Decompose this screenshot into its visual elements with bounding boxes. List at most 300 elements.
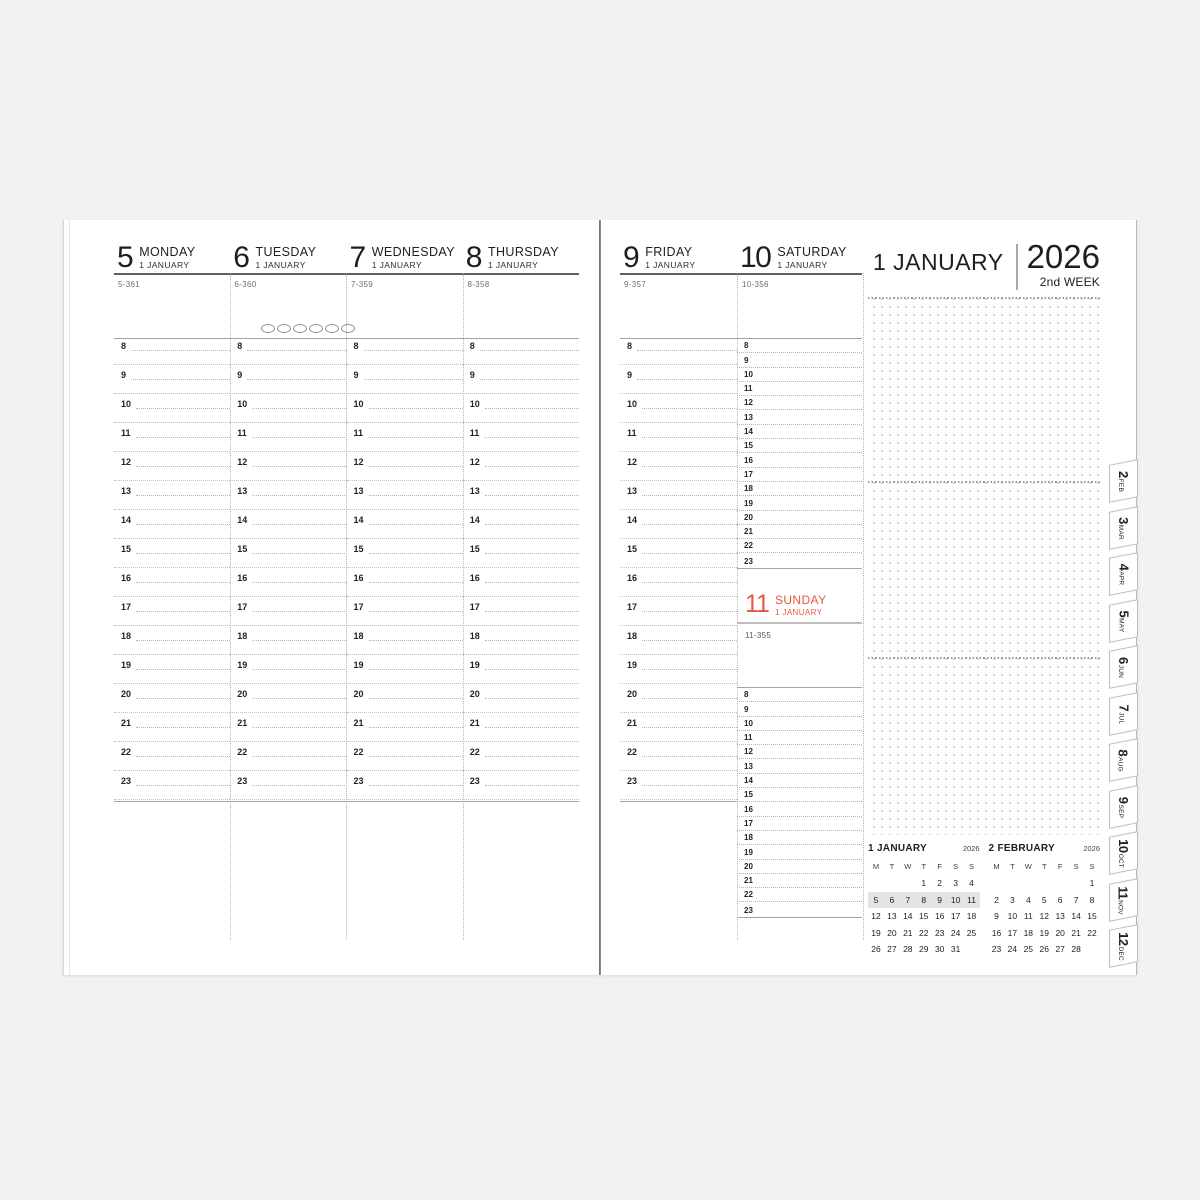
hour-slot[interactable] [114, 426, 230, 455]
hour-slot[interactable] [620, 339, 737, 368]
month-tab-number: 6 [1115, 656, 1131, 664]
hour-label: 16 [353, 573, 364, 583]
hour-label: 17 [744, 469, 753, 479]
month-tab-nov[interactable] [1109, 878, 1138, 922]
hour-label: 15 [469, 544, 480, 554]
hour-slot[interactable] [230, 571, 346, 600]
hour-slot[interactable] [114, 600, 230, 629]
hour-slot[interactable] [620, 397, 737, 426]
mini-calendar-day[interactable]: 15 [919, 911, 929, 921]
mini-calendar [868, 843, 980, 958]
hour-label: 21 [744, 876, 753, 886]
hour-slot[interactable] [620, 455, 737, 484]
hour-slot[interactable] [620, 368, 737, 397]
hour-slot[interactable] [230, 368, 346, 397]
hour-slot[interactable] [230, 426, 346, 455]
mini-calendar-day[interactable]: 11 [1023, 911, 1033, 921]
half-hour-rule [463, 654, 579, 655]
hour-line [230, 455, 346, 467]
month-tab-feb[interactable] [1109, 459, 1138, 503]
hour-slot[interactable] [620, 658, 737, 687]
hour-label: 9 [469, 370, 475, 380]
half-hour-rule [230, 480, 346, 481]
day-date-label: 1 JANUARY [487, 260, 539, 270]
weekday-label: W [1024, 862, 1032, 871]
mini-calendar-day[interactable]: 6 [889, 894, 895, 905]
hour-slot[interactable] [114, 774, 230, 803]
hour-slot[interactable] [347, 600, 463, 629]
hour-line [230, 629, 346, 641]
mini-calendar-day[interactable]: 1 [1089, 878, 1095, 888]
hour-label: 10 [744, 369, 753, 379]
hour-slot[interactable] [114, 513, 230, 542]
mini-calendar-day[interactable]: 17 [950, 911, 961, 921]
hour-slot[interactable] [463, 455, 579, 484]
day-date-label: 1 JANUARY [777, 260, 828, 270]
hour-slot[interactable] [620, 687, 737, 716]
hour-dotted-rule [642, 669, 737, 670]
hour-line [114, 339, 230, 351]
mini-calendar-day[interactable]: 15 [1087, 911, 1097, 921]
month-tab-mar[interactable] [1109, 506, 1138, 550]
hour-line [230, 397, 346, 409]
day-date-label: 1 JANUARY [645, 260, 696, 270]
hour-dotted-rule [642, 553, 737, 554]
half-hour-rule [347, 451, 463, 452]
mini-calendar-day[interactable]: 14 [1071, 911, 1081, 921]
hour-slot[interactable] [463, 542, 579, 571]
hour-label: 11 [353, 428, 364, 438]
hour-dotted-rule [364, 350, 463, 351]
hour-slot[interactable] [230, 455, 346, 484]
hour-label: 16 [744, 804, 753, 814]
hour-dotted-rule [136, 408, 230, 409]
hour-slot[interactable] [737, 482, 862, 496]
hour-slot[interactable] [737, 788, 862, 802]
mini-calendar-day[interactable]: 2 [937, 878, 943, 888]
hour-dotted-rule [136, 785, 230, 786]
hour-slot[interactable] [230, 542, 346, 571]
hour-slot[interactable] [620, 426, 737, 455]
month-tab-label [1116, 796, 1131, 817]
hour-slot[interactable] [230, 513, 346, 542]
hour-slot[interactable] [347, 658, 463, 687]
mini-calendar-day[interactable]: 25 [1023, 944, 1034, 954]
hour-line [230, 745, 346, 757]
hour-slot[interactable] [620, 484, 737, 513]
hour-slot[interactable] [463, 658, 579, 687]
weekday-label: M [993, 862, 1000, 871]
hour-label: 20 [469, 689, 480, 699]
hour-dotted-rule [642, 698, 737, 699]
mini-calendar-day[interactable]: 12 [1039, 911, 1049, 921]
mini-calendar-day [989, 875, 1005, 892]
mini-calendar-day[interactable]: 3 [1010, 894, 1015, 905]
mini-calendar-day[interactable]: 29 [919, 944, 929, 954]
hour-line [114, 658, 230, 670]
hour-slot[interactable] [737, 817, 862, 831]
mini-calendar-day[interactable]: 14 [903, 911, 913, 921]
half-hour-rule [620, 422, 737, 423]
weekday-label: S [1089, 862, 1095, 871]
hour-slot[interactable] [347, 716, 463, 745]
mini-calendar-day[interactable]: 4 [1025, 894, 1031, 905]
mini-calendar-day[interactable]: 27 [887, 944, 897, 954]
mini-calendar-day[interactable]: 27 [1055, 944, 1065, 954]
hour-label: 9 [353, 370, 359, 380]
hour-slot[interactable] [620, 542, 737, 571]
mini-calendar-day[interactable]: 11 [967, 894, 976, 905]
hour-line [114, 716, 230, 728]
hour-dotted-rule [485, 524, 579, 525]
hour-slot[interactable] [737, 539, 862, 553]
hour-slot[interactable] [347, 542, 463, 571]
hour-slot[interactable] [463, 368, 579, 397]
hour-slot[interactable] [737, 453, 862, 467]
mini-calendar-day[interactable]: 19 [1039, 927, 1049, 938]
day-name-label: MONDAY [139, 245, 196, 259]
month-tab-number: 9 [1116, 795, 1131, 803]
month-tab-dec[interactable] [1109, 924, 1138, 968]
half-hour-rule [114, 799, 230, 800]
hour-label: 16 [121, 573, 132, 583]
hour-slot[interactable] [737, 425, 862, 439]
mini-calendar-day[interactable]: 26 [871, 944, 881, 954]
hour-line [620, 687, 737, 699]
notes-section-divider [868, 297, 1100, 299]
hour-slot[interactable] [230, 397, 346, 426]
hour-slot[interactable] [463, 600, 579, 629]
mini-calendar-day[interactable]: 23 [991, 944, 1002, 954]
mini-calendar-day[interactable]: 10 [1007, 911, 1018, 921]
half-hour-rule [230, 654, 346, 655]
mini-calendar-day[interactable]: 9 [937, 894, 943, 905]
hour-slot[interactable] [737, 759, 862, 773]
mini-calendar-day[interactable]: 16 [991, 927, 1002, 938]
month-tab-jul[interactable] [1109, 692, 1138, 736]
mini-calendar-day[interactable]: 20 [1055, 927, 1065, 938]
mini-calendar-day[interactable]: 28 [1071, 944, 1081, 954]
hour-slot[interactable] [230, 687, 346, 716]
hour-slot[interactable] [620, 629, 737, 658]
day-date-label: 1 JANUARY [139, 260, 190, 270]
weekday-label: S [969, 862, 975, 871]
hour-slot[interactable] [114, 484, 230, 513]
hour-slot[interactable] [230, 745, 346, 774]
hour-label: 8 [121, 341, 127, 351]
mini-calendar-day[interactable]: 21 [1071, 927, 1081, 938]
hour-slot[interactable] [463, 774, 579, 803]
mini-calendar-year: 2026 [962, 844, 980, 853]
mini-calendar-day[interactable]: 17 [1007, 927, 1018, 938]
month-tab-number: 3 [1116, 516, 1131, 523]
hour-slot[interactable] [737, 353, 862, 367]
hour-dotted-rule [252, 698, 346, 699]
mini-calendar-day[interactable]: 18 [1023, 927, 1034, 938]
hour-slot[interactable] [737, 860, 862, 874]
mini-calendar-day[interactable]: 7 [905, 894, 911, 905]
hour-slot[interactable] [347, 774, 463, 803]
mini-calendar-day[interactable]: 16 [934, 911, 945, 921]
hour-label: 19 [744, 847, 753, 857]
sunday-date-number: 11 [745, 590, 769, 618]
hour-slot[interactable] [737, 511, 862, 525]
mini-calendar-day[interactable]: 8 [921, 894, 927, 905]
hour-slot[interactable] [737, 382, 862, 396]
hour-slot[interactable] [737, 702, 862, 716]
hour-label: 23 [121, 776, 132, 786]
month-tab-label [1116, 704, 1131, 724]
hour-slot[interactable] [737, 339, 862, 353]
hour-label: 22 [744, 890, 753, 900]
hour-label: 19 [627, 660, 638, 670]
hour-line [347, 513, 463, 525]
mini-calendar-day[interactable]: 24 [1007, 944, 1018, 954]
mini-calendar-day[interactable]: 13 [887, 911, 897, 921]
hour-slot[interactable] [230, 600, 346, 629]
hour-dotted-rule [485, 727, 579, 728]
half-hour-rule [347, 596, 463, 597]
hour-slot[interactable] [347, 426, 463, 455]
right-day-headers [620, 241, 862, 275]
hour-line [620, 484, 737, 496]
mini-calendar-day[interactable]: 31 [950, 944, 961, 954]
hour-slot[interactable] [620, 513, 737, 542]
mini-calendar-day[interactable]: 4 [969, 878, 974, 888]
mini-calendar-day[interactable]: 12 [871, 911, 881, 921]
hour-slot[interactable] [737, 439, 862, 453]
hour-slot[interactable] [114, 745, 230, 774]
hour-slot[interactable] [114, 339, 230, 368]
month-tab-apr[interactable] [1109, 552, 1138, 596]
half-hour-rule [230, 451, 346, 452]
hour-label: 19 [744, 498, 753, 508]
day-name-label: THURSDAY [487, 245, 559, 259]
month-tab-label [1116, 610, 1131, 632]
mini-calendar-day[interactable]: 19 [871, 927, 881, 938]
week-header-divider [1016, 244, 1018, 290]
mini-calendar-day[interactable]: 25 [966, 927, 977, 938]
hour-dotted-rule [369, 582, 463, 583]
half-hour-rule [230, 770, 346, 771]
hour-slot[interactable] [737, 396, 862, 410]
hour-line [620, 629, 737, 641]
mini-calendar-day [1084, 941, 1100, 958]
hour-slot[interactable] [230, 774, 346, 803]
mini-calendar-day[interactable]: 5 [1041, 894, 1047, 905]
half-hour-rule [347, 741, 463, 742]
hour-slot[interactable] [347, 339, 463, 368]
mini-calendar-week-row [989, 908, 1101, 925]
hour-slot[interactable] [230, 716, 346, 745]
hour-slot[interactable] [114, 571, 230, 600]
left-day-headers [114, 241, 579, 275]
day-header [463, 241, 579, 274]
hour-label: 18 [237, 631, 248, 641]
hour-slot[interactable] [737, 496, 862, 510]
month-tab-may[interactable] [1109, 599, 1138, 643]
mini-calendar-day[interactable]: 30 [934, 944, 945, 954]
mini-calendar-day[interactable]: 24 [950, 927, 961, 938]
mini-calendar-day[interactable]: 18 [966, 911, 977, 921]
hour-line [463, 716, 579, 728]
hour-dotted-rule [480, 379, 579, 380]
hour-label: 12 [353, 457, 364, 467]
hour-dotted-rule [252, 785, 346, 786]
hour-slot[interactable] [463, 426, 579, 455]
mini-calendar-day[interactable]: 6 [1057, 894, 1063, 905]
hour-slot[interactable] [347, 397, 463, 426]
month-tab-label [1116, 839, 1131, 868]
mini-calendar-week-row [989, 941, 1101, 958]
month-tab-jun[interactable] [1109, 645, 1138, 689]
hour-line [347, 542, 463, 554]
hour-slot[interactable] [737, 831, 862, 845]
hour-slot[interactable] [737, 774, 862, 788]
hour-label: 10 [627, 399, 638, 409]
hour-slot[interactable] [463, 745, 579, 774]
hour-slot[interactable] [114, 687, 230, 716]
hour-slot[interactable] [737, 553, 862, 567]
month-tab-aug[interactable] [1109, 738, 1138, 782]
dot-grid-notes[interactable] [868, 297, 1100, 835]
hour-slot[interactable] [463, 716, 579, 745]
hour-slot[interactable] [620, 774, 737, 803]
mini-calendar-day[interactable]: 22 [919, 927, 929, 938]
hour-slot[interactable] [114, 716, 230, 745]
mini-calendar-day[interactable]: 20 [887, 927, 897, 938]
hour-slot[interactable] [347, 687, 463, 716]
hour-slot[interactable] [737, 468, 862, 482]
hour-slot[interactable] [463, 629, 579, 658]
hour-slot[interactable] [347, 571, 463, 600]
hour-slot[interactable] [737, 368, 862, 382]
hour-dotted-rule [642, 495, 737, 496]
month-tab-oct[interactable] [1109, 831, 1138, 875]
hour-slot[interactable] [114, 629, 230, 658]
hour-slot[interactable] [737, 525, 862, 539]
hour-slot[interactable] [114, 397, 230, 426]
hour-label: 11 [744, 733, 753, 743]
mini-calendar-day[interactable]: 10 [950, 894, 961, 905]
month-tab-label [1116, 885, 1131, 913]
mini-calendar-day[interactable]: 13 [1055, 911, 1065, 921]
hour-slot[interactable] [114, 542, 230, 571]
hour-label: 8 [744, 690, 749, 700]
hour-slot[interactable] [737, 717, 862, 731]
hour-label: 14 [469, 515, 480, 525]
mini-calendar-day[interactable]: 9 [994, 911, 999, 921]
hour-slot[interactable] [230, 658, 346, 687]
hour-slot[interactable] [620, 571, 737, 600]
mini-calendar-day[interactable]: 28 [903, 944, 913, 954]
mini-calendar-day[interactable]: 26 [1039, 944, 1049, 954]
mini-calendar-day[interactable]: 5 [873, 894, 879, 905]
hour-slot[interactable] [114, 658, 230, 687]
hour-slot[interactable] [737, 745, 862, 759]
month-tab-sep[interactable] [1109, 785, 1138, 829]
half-hour-rule [347, 480, 463, 481]
hour-dotted-rule [136, 756, 230, 757]
hour-slot[interactable] [463, 513, 579, 542]
mini-calendar-day[interactable]: 1 [921, 878, 927, 888]
hour-slot[interactable] [230, 484, 346, 513]
hour-label: 12 [469, 457, 480, 467]
hour-slot[interactable] [463, 484, 579, 513]
hour-slot[interactable] [737, 845, 862, 859]
hour-dotted-rule [642, 408, 737, 409]
mini-calendar-day [1068, 875, 1084, 892]
weekday-label: F [1057, 862, 1063, 871]
hour-dotted-rule [485, 553, 579, 554]
hour-label: 22 [237, 747, 248, 757]
hour-slot[interactable] [230, 629, 346, 658]
hour-slot[interactable] [620, 745, 737, 774]
hour-slot[interactable] [737, 731, 862, 745]
hour-slot[interactable] [737, 874, 862, 888]
hour-slot[interactable] [620, 716, 737, 745]
mini-calendar-day[interactable]: 22 [1087, 927, 1097, 938]
hour-slot[interactable] [737, 802, 862, 816]
hour-dotted-rule [485, 466, 579, 467]
hour-line [347, 571, 463, 583]
half-hour-rule [620, 712, 737, 713]
hour-slot[interactable] [347, 484, 463, 513]
hour-slot[interactable] [737, 688, 862, 702]
hour-dotted-rule [369, 785, 463, 786]
hour-line [347, 745, 463, 757]
hour-dotted-rule [252, 466, 346, 467]
mini-calendar-day[interactable]: 21 [903, 927, 913, 938]
mini-calendar-day[interactable]: 3 [953, 878, 958, 888]
hour-slot[interactable] [114, 368, 230, 397]
hour-slot[interactable] [737, 902, 862, 916]
hour-slot[interactable] [230, 339, 346, 368]
hour-slot[interactable] [114, 455, 230, 484]
hour-dotted-rule [642, 524, 737, 525]
hour-line [230, 600, 346, 612]
hour-slot[interactable] [347, 455, 463, 484]
hour-label: 23 [627, 776, 638, 786]
hour-dotted-rule [252, 553, 346, 554]
hour-slot[interactable] [463, 397, 579, 426]
day-date-number: 10 [740, 241, 771, 274]
hour-label: 15 [237, 544, 248, 554]
hour-slot[interactable] [463, 571, 579, 600]
hour-slot[interactable] [463, 339, 579, 368]
hour-slot[interactable] [737, 410, 862, 424]
hour-slot[interactable] [620, 600, 737, 629]
hour-line [230, 513, 346, 525]
hour-slot[interactable] [347, 745, 463, 774]
hour-slot[interactable] [463, 687, 579, 716]
hour-slot[interactable] [347, 513, 463, 542]
half-hour-rule [114, 654, 230, 655]
mini-calendar-day[interactable]: 23 [934, 927, 945, 938]
hour-slot[interactable] [737, 888, 862, 902]
month-tab-label [1116, 563, 1131, 585]
hour-line [347, 426, 463, 438]
mini-calendar-day[interactable]: 2 [994, 894, 999, 905]
hour-dotted-rule [485, 582, 579, 583]
mini-calendar-day[interactable]: 7 [1073, 894, 1079, 905]
day-name-label: TUESDAY [255, 245, 317, 259]
hour-slot[interactable] [347, 368, 463, 397]
hour-label: 8 [237, 341, 243, 351]
mini-calendar-day[interactable]: 8 [1089, 894, 1095, 905]
hour-line [463, 629, 579, 641]
hour-slot[interactable] [347, 629, 463, 658]
